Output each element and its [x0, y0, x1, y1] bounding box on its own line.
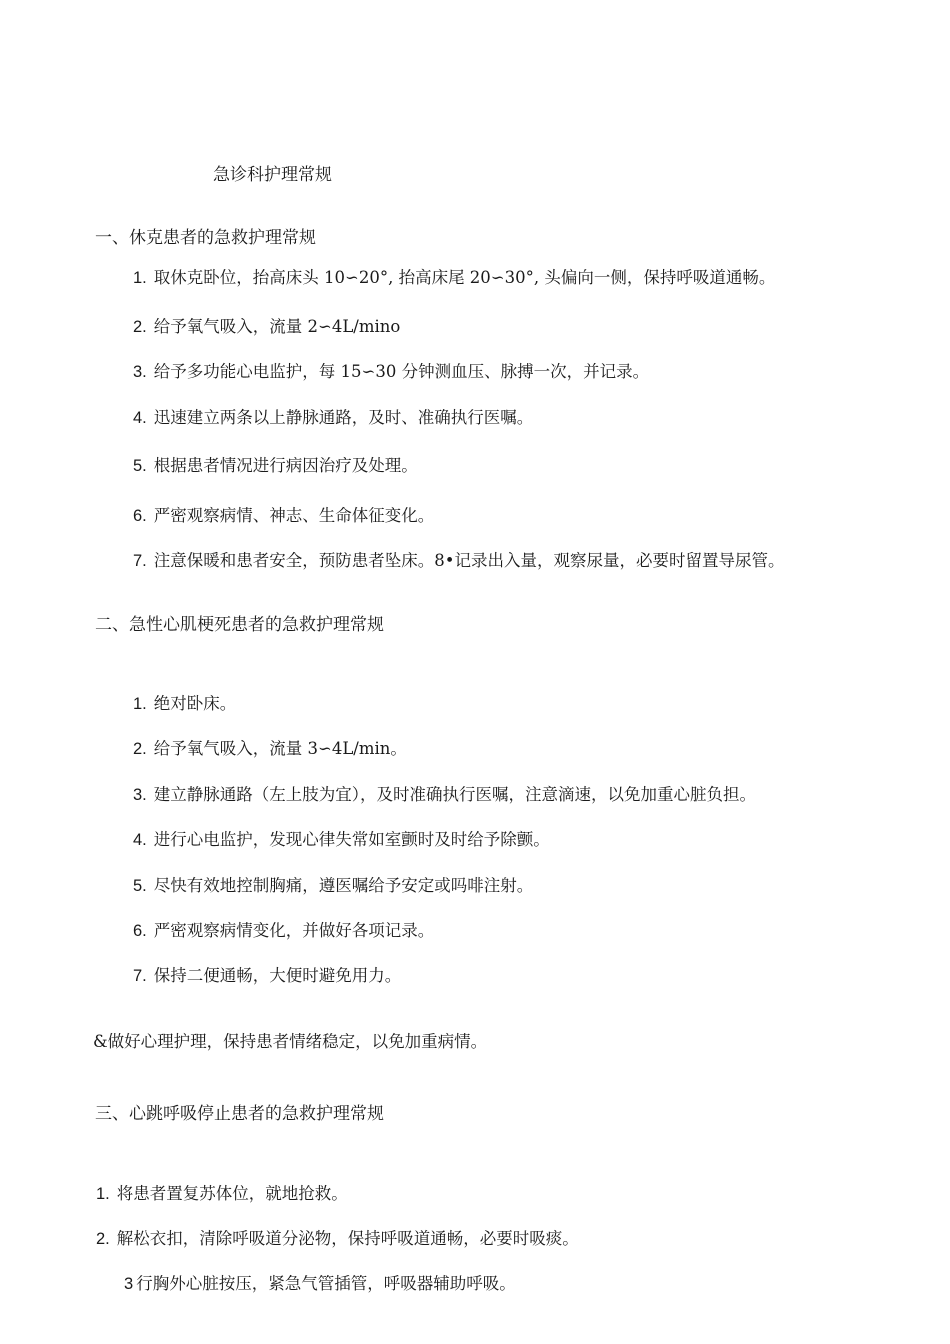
item-text: 严密观察病情变化，并做好各项记录。	[153, 921, 435, 940]
list-item	[133, 361, 649, 383]
item-number: 5.	[133, 457, 147, 475]
item-number: 2.	[133, 740, 147, 758]
list-item	[133, 920, 434, 942]
list-item	[96, 1183, 348, 1205]
list-item	[133, 738, 407, 760]
item-number: 7.	[133, 967, 147, 985]
item-text: 根据患者情况进行病因治疗及处理。	[153, 456, 418, 475]
item-number: 3	[124, 1275, 134, 1293]
list-item	[133, 550, 785, 572]
item-text: 给予多功能心电监护，每 15∽30 分钟测血压、脉搏一次，并记录。	[153, 362, 650, 381]
list-item	[133, 693, 236, 715]
item-number: 6.	[133, 922, 147, 940]
list-item	[133, 455, 418, 477]
list-item	[133, 505, 434, 527]
item-number: 7.	[133, 552, 147, 570]
section-heading-2: 二、急性心肌梗死患者的急救护理常规	[95, 615, 384, 635]
section-heading-1: 一、休克患者的急救护理常规	[95, 228, 316, 248]
item-text: 行胸外心脏按压，紧急气管插管，呼吸器辅助呼吸。	[136, 1274, 516, 1293]
item-text: 给予氧气吸入，流量 2∽4L/mino	[153, 317, 401, 336]
extra-note: &做好心理护理，保持患者情绪稳定，以免加重病情。	[93, 1032, 488, 1051]
item-number: 2.	[96, 1230, 110, 1248]
item-number: 3.	[133, 786, 147, 804]
item-text: 取休克卧位，抬高床头 10∽20°, 抬高床尾 20∽30°, 头偏向一侧，保持呼吸道通畅。	[153, 268, 776, 287]
item-number: 3.	[133, 363, 147, 381]
section-heading-3: 三、心跳呼吸停止患者的急救护理常规	[95, 1104, 384, 1124]
item-text: 进行心电监护，发现心律失常如室颤时及时给予除颤。	[153, 830, 550, 849]
list-item	[133, 316, 400, 338]
item-text: 注意保暖和患者安全，预防患者坠床。8•记录出入量，观察尿量，必要时留置导尿管。	[153, 551, 785, 570]
item-text: 迅速建立两条以上静脉通路，及时、准确执行医嘱。	[153, 408, 534, 427]
document-title: 急诊科护理常规	[213, 165, 332, 185]
list-item	[133, 784, 756, 806]
list-item	[133, 267, 775, 289]
item-number: 4.	[133, 409, 147, 427]
item-number: 6.	[133, 507, 147, 525]
item-number: 1.	[133, 695, 147, 713]
list-item	[133, 407, 533, 429]
list-item	[133, 965, 401, 987]
item-number: 2.	[133, 318, 147, 336]
item-text: 给予氧气吸入，流量 3∽4L/min。	[153, 739, 407, 758]
item-text: 绝对卧床。	[153, 694, 237, 713]
item-text: 建立静脉通路（左上肢为宜），及时准确执行医嘱，注意滴速，以免加重心脏负担。	[153, 785, 757, 804]
item-text: 尽快有效地控制胸痛，遵医嘱给予安定或吗啡注射。	[153, 876, 534, 895]
item-number: 1.	[96, 1185, 110, 1203]
list-item	[133, 875, 533, 897]
list-item	[96, 1228, 579, 1250]
item-text: 保持二便通畅，大便时避免用力。	[153, 966, 402, 985]
item-text: 严密观察病情、神志、生命体征变化。	[153, 506, 435, 525]
list-item	[133, 829, 550, 851]
list-item	[124, 1273, 516, 1295]
item-text: 将患者置复苏体位，就地抢救。	[116, 1184, 348, 1203]
item-number: 5.	[133, 877, 147, 895]
item-text: 解松衣扣，清除呼吸道分泌物，保持呼吸道通畅，必要时吸痰。	[116, 1229, 579, 1248]
item-number: 1.	[133, 269, 147, 287]
item-number: 4.	[133, 831, 147, 849]
